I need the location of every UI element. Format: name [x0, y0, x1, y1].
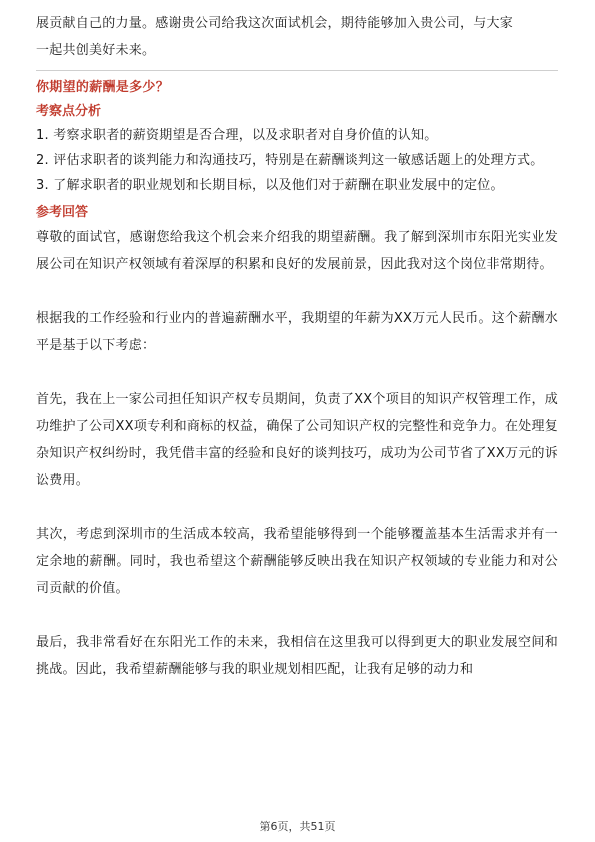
answer-paragraph: 其次，考虑到深圳市的生活成本较高，我希望能够得到一个能够覆盖基本生活需求并有一定余地的薪酬。同时，我也希望这个薪酬能够反映出我在知识产权领域的专业能力和对公司贡献的价值。	[36, 527, 558, 596]
answer-body	[36, 224, 558, 683]
analysis-heading: 考察点分析	[36, 104, 102, 119]
intro-line: 展贡献自己的力量。感谢贵公司给我这次面试机会，期待能够加入贵公司，与大家	[36, 16, 514, 31]
answer-paragraph: 尊敬的面试官，感谢您给我这个机会来介绍我的期望薪酬。我了解到深圳市东阳光实业发展公司在知识产权领域有着深厚的积累和良好的发展前景，因此我对这个岗位非常期待。	[36, 230, 558, 272]
answer-paragraph: 最后，我非常看好在东阳光工作的未来，我相信在这里我可以得到更大的职业发展空间和挑战。因此，我希望薪酬能够与我的职业规划相匹配，让我有足够的动力和	[36, 635, 558, 677]
answer-paragraph: 首先，我在上一家公司担任知识产权专员期间，负责了XX个项目的知识产权管理工作，成功维护了公司XX项专利和商标的权益，确保了公司知识产权的完整性和竞争力。在处理复杂知识产权纠纷时，我凭借丰富的经验和良好的谈判技巧，成功为公司节省了XX万元的诉讼费用。	[36, 392, 558, 488]
section-divider	[36, 70, 558, 71]
answer-heading: 参考回答	[36, 205, 89, 220]
question-title: 你期望的薪酬是多少？	[36, 80, 170, 95]
answer-paragraph: 根据我的工作经验和行业内的普遍薪酬水平，我期望的年薪为XX万元人民币。这个薪酬水平是基于以下考虑：	[36, 311, 558, 353]
intro-text	[36, 10, 558, 64]
list-item: 1. 考察求职者的薪资期望是否合理，以及求职者对自身价值的认知。	[36, 128, 438, 143]
page-footer: 第6页，共51页	[259, 820, 336, 833]
document-page	[36, 10, 558, 683]
list-item: 2. 评估求职者的谈判能力和沟通技巧，特别是在薪酬谈判这一敏感话题上的处理方式。	[36, 153, 544, 168]
intro-line: 一起共创美好未来。	[36, 43, 156, 58]
analysis-list	[36, 123, 558, 198]
list-item: 3. 了解求职者的职业规划和长期目标，以及他们对于薪酬在职业发展中的定位。	[36, 178, 504, 193]
